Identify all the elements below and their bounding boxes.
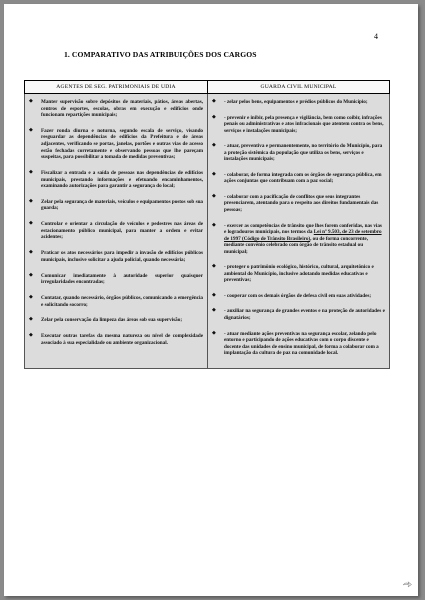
bullet-icon: ◆	[212, 330, 216, 336]
bullet-icon: ◆	[29, 295, 33, 301]
bullet-icon: ◆	[29, 317, 33, 323]
guarda-duty-item	[212, 223, 385, 256]
guarda-duty-item	[212, 115, 385, 135]
guarda-duty-text: - proteger o patrimônio ecológico, histórico, cultural, arquitetônico e ambiental do Município, inclusive adotando medidas educativas e preventivas;	[224, 264, 374, 284]
page-number: 4	[374, 32, 378, 41]
law-reference-link[interactable]: Lei nº 9.503, de 23 de setembro de 1997 (Código de Trânsito Brasileiro)	[224, 229, 382, 242]
agentes-duty-text: Controlar e orientar a circulação de veículos e pedestres nas áreas de estacionamento público municipal, para manter a ordem e evitar acidentes;	[41, 221, 203, 241]
guarda-duties-cell	[208, 94, 390, 369]
guarda-duty-text: - cooperar com os demais órgãos de defesa civil em suas atividades;	[224, 292, 372, 299]
agentes-duty-text: Comunicar imediatamente à autoridade superior quaisquer irregularidades encontradas;	[41, 272, 203, 286]
agentes-duty-item	[29, 221, 203, 241]
bullet-icon: ◆	[29, 198, 33, 204]
bullet-icon: ◆	[212, 99, 216, 104]
agentes-duty-item	[29, 295, 203, 308]
agentes-duty-item	[29, 99, 203, 119]
guarda-duty-item	[212, 308, 385, 321]
guarda-duty-item	[212, 264, 385, 284]
guarda-duty-text: - colaborar com a pacificação de conflitos que seus integrantes presenciarem, atentando para o respeito aos direitos fundamentais das pessoas;	[224, 193, 379, 214]
guarda-duty-text: - atuar mediante ações preventivas na segurança escolar, zelando pelo entorno e participando de ações educativas com o corpo discente e docente das unidades de ensino municipal, de forma a colaborar com a implantação da cultura de paz na comunidade local.	[224, 330, 379, 357]
bullet-icon: ◆	[212, 308, 216, 314]
agentes-duty-item	[29, 170, 203, 190]
header-guarda: GUARDA CIVIL MUNICIPAL	[208, 81, 390, 94]
comparison-table	[24, 80, 390, 369]
guarda-duty-item	[212, 99, 385, 106]
bullet-icon: ◆	[212, 114, 216, 120]
guarda-duty-item	[212, 194, 385, 214]
guarda-duty-text: - atuar, preventiva e permanentemente, no território do Município, para a proteção sistêmica da população que utiliza os bens, serviços e instalações municipais;	[224, 143, 383, 163]
bullet-icon: ◆	[29, 250, 33, 256]
agentes-duty-item	[29, 128, 203, 161]
table-header-row	[25, 81, 390, 94]
agentes-duty-item	[29, 250, 203, 263]
guarda-duty-text: - prevenir e inibir, pela presença e vigilância, bem como coibir, infrações penais ou administrativas e atos infracionais que atentem contra os bens, serviços e instalações municipais;	[224, 114, 384, 134]
guarda-duty-item	[212, 331, 385, 357]
guarda-duty-text	[224, 223, 385, 256]
agentes-duty-text: Manter supervisão sobre depósitos de materiais, pátios, áreas abertas, centros de esportes, escolas, obras em execução e edifícios onde funcionam repartições municipais;	[41, 99, 203, 119]
agentes-duties-cell	[25, 94, 208, 369]
bullet-icon: ◆	[29, 99, 33, 104]
section-title: 1. COMPARATIVO DAS ATRIBUIÇÕES DOS CARGOS	[64, 50, 257, 59]
agentes-duty-item	[29, 199, 203, 212]
bullet-icon: ◆	[29, 272, 33, 278]
guarda-duty-item	[212, 143, 385, 163]
header-agentes: AGENTES DE SEG. PATRIMONIAIS DE UDIA	[25, 81, 208, 94]
next-page-arrow-icon[interactable]	[402, 581, 412, 589]
agentes-duty-item	[29, 333, 203, 346]
agentes-duty-text: Zelar pela segurança de materiais, veículos e equipamentos postos sob sua guarda;	[41, 198, 203, 212]
guarda-duty-item	[212, 172, 385, 185]
guarda-duty-text-part: - exercer as competências de trânsito que lhes forem conferidas, nas vias e logradouros municipais, nos termos da	[224, 222, 382, 236]
agentes-duty-item	[29, 317, 203, 324]
agentes-duty-item	[29, 273, 203, 286]
bullet-icon: ◆	[212, 143, 216, 149]
guarda-duty-text: - zelar pelos bens, equipamentos e prédios públicos do Município;	[224, 99, 368, 105]
agentes-duty-text: Zelar pela conservação da limpeza das áreas sob sua supervisão;	[41, 317, 183, 324]
agentes-duty-text: Contatar, quando necessário, órgãos públicos, comunicando a emergência e solicitando socorro;	[41, 295, 203, 308]
bullet-icon: ◆	[212, 292, 216, 298]
guarda-duty-item	[212, 293, 385, 300]
guarda-duty-text: - auxiliar na segurança de grandes eventos e na proteção de autoridades e dignatários;	[224, 308, 385, 322]
agentes-duty-text: Fazer ronda diurna e noturna, segundo escala de serviço, visando resguardar as dependências de edifícios da Prefeitura e de áreas adjacentes, verificando se portas, janelas, portões e outras vias de acesso estão fechadas corretamente e observando pessoas que lhe pareçam suspeitas, para possibilitar a tomada de medidas preventivas;	[41, 127, 203, 161]
guarda-duty-text-part: , ou de forma concorrente, mediante convênio celebrado com órgão de trânsito estadual ou municipal;	[224, 235, 368, 255]
bullet-icon: ◆	[212, 171, 216, 177]
bullet-icon: ◆	[212, 193, 216, 199]
bullet-icon: ◆	[212, 264, 216, 270]
bullet-icon: ◆	[212, 222, 216, 228]
agentes-duty-text: Fiscalizar a entrada e a saída de pessoas nas dependências de edifícios municipais, prestando informações e efetuando encaminhamentos, examinando autorizações para garantir a segurança do local;	[41, 169, 203, 190]
bullet-icon: ◆	[29, 221, 33, 227]
document-page	[4, 4, 418, 596]
guarda-duty-text: - colaborar, de forma integrada com os órgãos de segurança pública, em ações conjuntas que contribuam com a paz social;	[224, 171, 382, 185]
table-body-row	[25, 94, 390, 369]
bullet-icon: ◆	[29, 169, 33, 175]
agentes-duty-text: Praticar os atos necessários para impedir a invasão de edifícios públicos municipais, inclusive solicitar a ajuda policial, quando necessária;	[41, 250, 203, 263]
agentes-duty-text: Executar outras tarefas da mesma natureza ou nível de complexidade associado à sua especialidade ou ambiente organizacional.	[41, 333, 203, 346]
bullet-icon: ◆	[29, 127, 33, 133]
bullet-icon: ◆	[29, 333, 33, 339]
